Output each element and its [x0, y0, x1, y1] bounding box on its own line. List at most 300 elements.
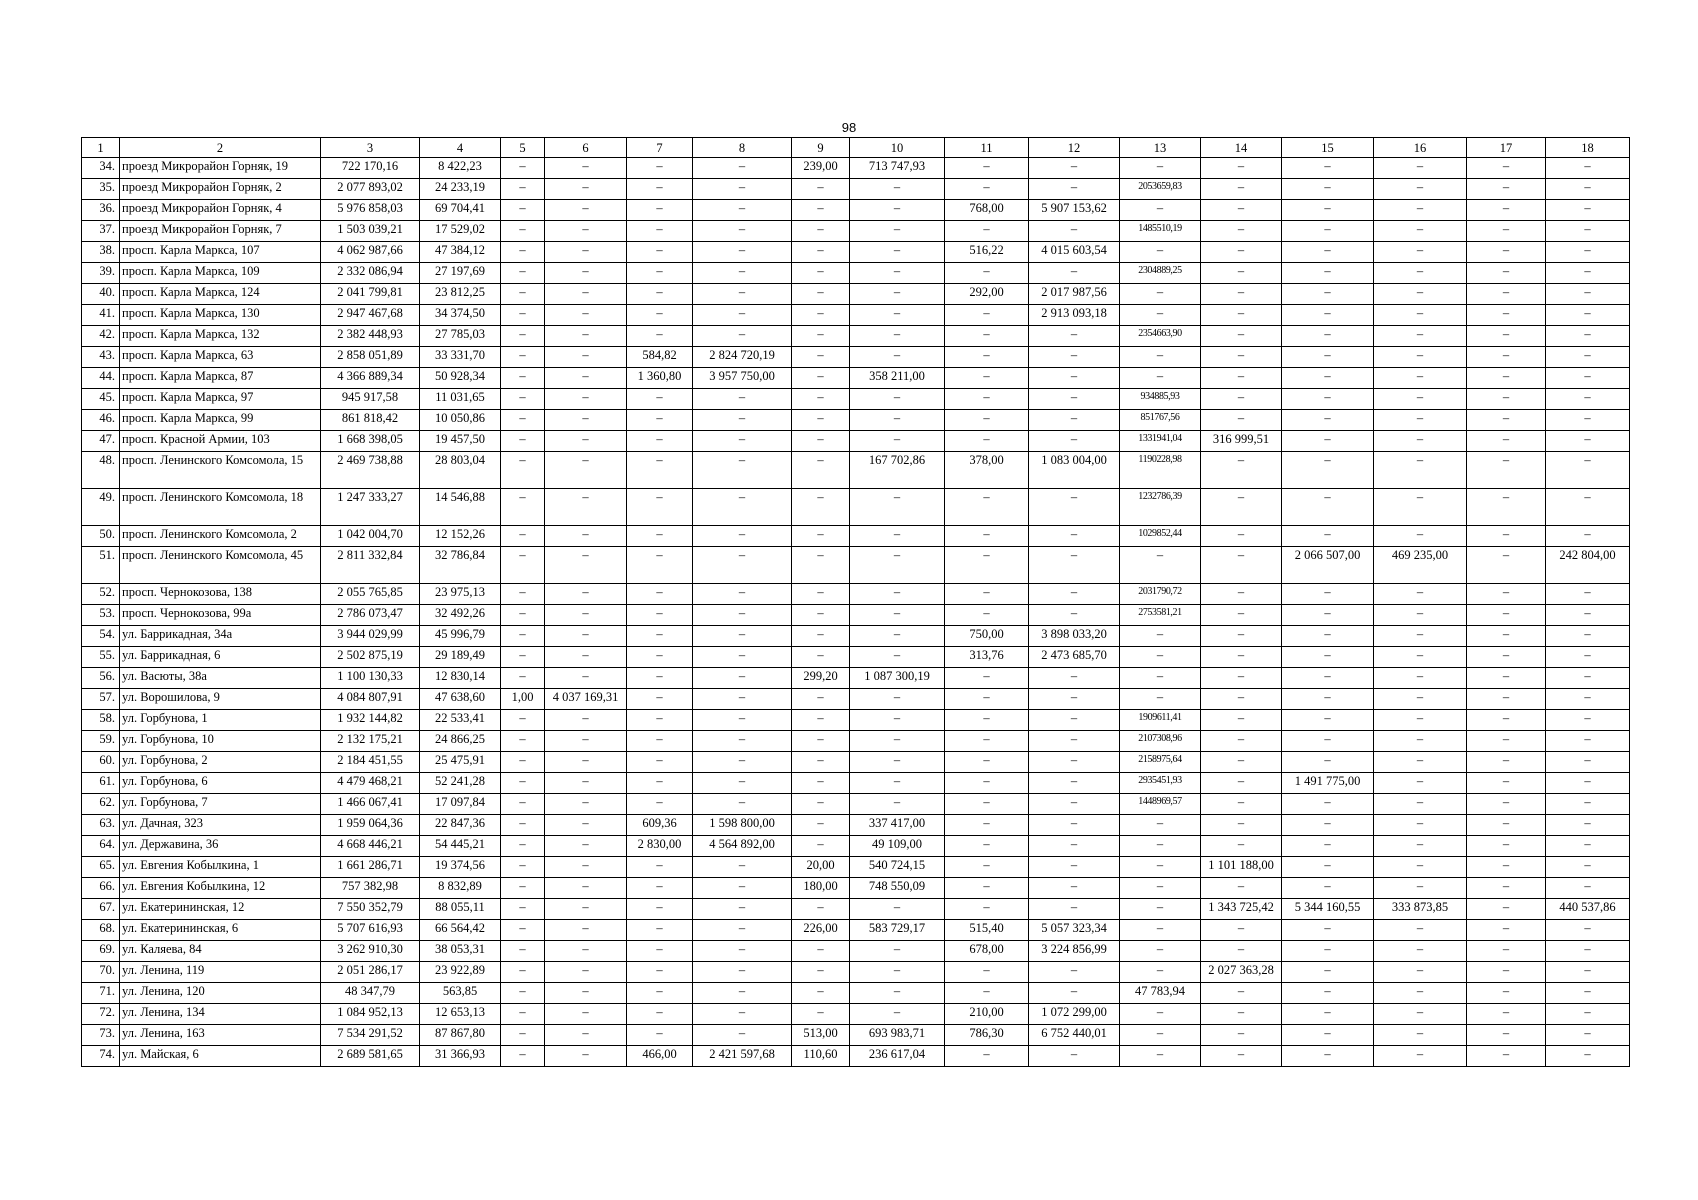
value-cell: 4 015 603,54 — [1029, 242, 1120, 263]
table-row — [82, 815, 1630, 836]
value-cell: – — [1029, 794, 1120, 815]
value-cell: – — [1029, 962, 1120, 983]
address-cell: ул. Дачная, 323 — [120, 815, 321, 836]
value-cell: – — [850, 794, 945, 815]
value-cell: – — [792, 584, 850, 605]
address-cell: ул. Державина, 36 — [120, 836, 321, 857]
value-cell: – — [1374, 158, 1467, 179]
value-cell: – — [792, 389, 850, 410]
value-cell: 678,00 — [945, 941, 1029, 962]
value-cell: – — [792, 689, 850, 710]
value-cell: – — [1374, 941, 1467, 962]
value-cell: 14 546,88 — [420, 489, 501, 526]
value-cell: – — [627, 773, 693, 794]
value-cell: – — [693, 1004, 792, 1025]
value-cell: – — [792, 836, 850, 857]
value-cell: 5 976 858,03 — [321, 200, 420, 221]
value-cell: 180,00 — [792, 878, 850, 899]
value-cell: – — [545, 547, 627, 584]
value-cell: 20,00 — [792, 857, 850, 878]
value-cell: – — [545, 794, 627, 815]
value-cell: – — [1546, 794, 1630, 815]
value-cell: 54 445,21 — [420, 836, 501, 857]
value-cell: 4 479 468,21 — [321, 773, 420, 794]
value-cell: – — [1282, 794, 1374, 815]
value-cell: – — [1374, 452, 1467, 489]
value-cell: – — [1282, 626, 1374, 647]
value-cell: – — [1120, 941, 1201, 962]
row-number-cell: 48. — [82, 452, 120, 489]
value-cell: 2 184 451,55 — [321, 752, 420, 773]
value-cell: 1 959 064,36 — [321, 815, 420, 836]
value-cell: – — [1201, 489, 1282, 526]
value-cell: – — [1201, 547, 1282, 584]
address-cell: просп. Карла Маркса, 130 — [120, 305, 321, 326]
row-number-cell: 64. — [82, 836, 120, 857]
value-cell: – — [545, 389, 627, 410]
value-cell: – — [1467, 284, 1546, 305]
row-number-cell: 47. — [82, 431, 120, 452]
value-cell: – — [850, 347, 945, 368]
value-cell: 210,00 — [945, 1004, 1029, 1025]
column-header: 17 — [1467, 138, 1546, 158]
value-cell: 22 533,41 — [420, 710, 501, 731]
value-cell: – — [545, 242, 627, 263]
value-cell: – — [1282, 941, 1374, 962]
value-cell: 33 331,70 — [420, 347, 501, 368]
value-cell: 28 803,04 — [420, 452, 501, 489]
table-row — [82, 1025, 1630, 1046]
value-cell: – — [1467, 431, 1546, 452]
value-cell: – — [1201, 1004, 1282, 1025]
value-cell: – — [1546, 305, 1630, 326]
value-cell: 1,00 — [501, 689, 545, 710]
address-cell: проезд Микрорайон Горняк, 2 — [120, 179, 321, 200]
row-number-cell: 58. — [82, 710, 120, 731]
table-row — [82, 731, 1630, 752]
value-cell: – — [627, 242, 693, 263]
value-cell: – — [1374, 368, 1467, 389]
table-row — [82, 920, 1630, 941]
value-cell: – — [1374, 647, 1467, 668]
value-cell: – — [1467, 526, 1546, 547]
value-cell: 786,30 — [945, 1025, 1029, 1046]
value-cell: – — [1374, 221, 1467, 242]
address-cell: ул. Ленина, 134 — [120, 1004, 321, 1025]
value-cell: – — [1029, 815, 1120, 836]
value-cell: – — [945, 158, 1029, 179]
value-cell: – — [1282, 526, 1374, 547]
value-cell: 851767,56 — [1120, 410, 1201, 431]
value-cell: – — [945, 983, 1029, 1004]
table-row — [82, 410, 1630, 431]
value-cell: – — [501, 731, 545, 752]
value-cell: – — [1120, 347, 1201, 368]
value-cell: – — [945, 584, 1029, 605]
value-cell: – — [1374, 752, 1467, 773]
value-cell: 513,00 — [792, 1025, 850, 1046]
value-cell: – — [693, 389, 792, 410]
value-cell: – — [945, 605, 1029, 626]
table-row — [82, 773, 1630, 794]
row-number-cell: 42. — [82, 326, 120, 347]
row-number-cell: 73. — [82, 1025, 120, 1046]
value-cell: – — [1120, 1025, 1201, 1046]
value-cell: – — [945, 347, 1029, 368]
value-cell: 1 083 004,00 — [1029, 452, 1120, 489]
value-cell: – — [501, 452, 545, 489]
value-cell: 1909611,41 — [1120, 710, 1201, 731]
value-cell: – — [501, 605, 545, 626]
value-cell: – — [1282, 179, 1374, 200]
row-number-cell: 38. — [82, 242, 120, 263]
value-cell: – — [1467, 836, 1546, 857]
value-cell: – — [945, 815, 1029, 836]
table-row — [82, 452, 1630, 489]
value-cell: – — [693, 526, 792, 547]
value-cell: – — [1374, 983, 1467, 1004]
value-cell: – — [1029, 710, 1120, 731]
row-number-cell: 65. — [82, 857, 120, 878]
value-cell: – — [1282, 878, 1374, 899]
value-cell: – — [1467, 326, 1546, 347]
value-cell: 378,00 — [945, 452, 1029, 489]
value-cell: 2753581,21 — [1120, 605, 1201, 626]
value-cell: – — [545, 836, 627, 857]
value-cell: – — [792, 983, 850, 1004]
value-cell: – — [850, 221, 945, 242]
value-cell: – — [1467, 710, 1546, 731]
value-cell: – — [945, 899, 1029, 920]
value-cell: – — [1374, 1004, 1467, 1025]
value-cell: – — [501, 389, 545, 410]
value-cell: 713 747,93 — [850, 158, 945, 179]
value-cell: – — [1201, 221, 1282, 242]
value-cell: – — [1282, 857, 1374, 878]
column-header: 15 — [1282, 138, 1374, 158]
value-cell: 333 873,85 — [1374, 899, 1467, 920]
value-cell: – — [693, 626, 792, 647]
value-cell: – — [627, 326, 693, 347]
value-cell: 8 832,89 — [420, 878, 501, 899]
value-cell: – — [693, 179, 792, 200]
value-cell: – — [1546, 452, 1630, 489]
value-cell: – — [1029, 752, 1120, 773]
value-cell: – — [1282, 489, 1374, 526]
value-cell: – — [1282, 305, 1374, 326]
value-cell: – — [1374, 857, 1467, 878]
table-row — [82, 547, 1630, 584]
value-cell: – — [1120, 242, 1201, 263]
value-cell: – — [1201, 920, 1282, 941]
value-cell: – — [501, 1004, 545, 1025]
value-cell: – — [501, 221, 545, 242]
value-cell: – — [501, 368, 545, 389]
value-cell: 31 366,93 — [420, 1046, 501, 1067]
value-cell: – — [850, 899, 945, 920]
value-cell: – — [501, 920, 545, 941]
value-cell: – — [1201, 368, 1282, 389]
value-cell: 722 170,16 — [321, 158, 420, 179]
value-cell: – — [850, 647, 945, 668]
table-row — [82, 431, 1630, 452]
value-cell: – — [1374, 305, 1467, 326]
value-cell: – — [627, 526, 693, 547]
value-cell: – — [1201, 752, 1282, 773]
value-cell: – — [1201, 878, 1282, 899]
value-cell: – — [627, 752, 693, 773]
value-cell: – — [545, 962, 627, 983]
value-cell: – — [1546, 158, 1630, 179]
value-cell: – — [627, 647, 693, 668]
value-cell: – — [627, 284, 693, 305]
value-cell: – — [693, 326, 792, 347]
value-cell: – — [850, 773, 945, 794]
value-cell: 66 564,42 — [420, 920, 501, 941]
value-cell: – — [792, 647, 850, 668]
value-cell: 2 811 332,84 — [321, 547, 420, 584]
value-cell: – — [1029, 668, 1120, 689]
table-row — [82, 389, 1630, 410]
address-cell: ул. Горбунова, 2 — [120, 752, 321, 773]
value-cell: 2053659,83 — [1120, 179, 1201, 200]
value-cell: – — [1282, 200, 1374, 221]
value-cell: – — [1467, 1025, 1546, 1046]
value-cell: 4 668 446,21 — [321, 836, 420, 857]
value-cell: – — [693, 920, 792, 941]
value-cell: – — [1201, 305, 1282, 326]
value-cell: 1 668 398,05 — [321, 431, 420, 452]
value-cell: – — [501, 347, 545, 368]
value-cell: 516,22 — [945, 242, 1029, 263]
value-cell: – — [1467, 452, 1546, 489]
value-cell: – — [1467, 1046, 1546, 1067]
value-cell: 27 197,69 — [420, 263, 501, 284]
value-cell: 1 360,80 — [627, 368, 693, 389]
value-cell: – — [1546, 836, 1630, 857]
value-cell: – — [850, 1004, 945, 1025]
value-cell: – — [850, 305, 945, 326]
value-cell: 1 491 775,00 — [1282, 773, 1374, 794]
address-cell: просп. Ленинского Комсомола, 18 — [120, 489, 321, 526]
value-cell: – — [693, 1025, 792, 1046]
value-cell: – — [1374, 731, 1467, 752]
value-cell: – — [693, 431, 792, 452]
value-cell: – — [627, 731, 693, 752]
value-cell: – — [1201, 284, 1282, 305]
value-cell: 2 017 987,56 — [1029, 284, 1120, 305]
value-cell: – — [850, 941, 945, 962]
value-cell: – — [1282, 221, 1374, 242]
value-cell: – — [1546, 284, 1630, 305]
page-number: 98 — [841, 120, 857, 135]
value-cell: – — [501, 962, 545, 983]
value-cell: – — [1374, 794, 1467, 815]
value-cell: – — [1546, 1046, 1630, 1067]
row-number-cell: 35. — [82, 179, 120, 200]
value-cell: – — [945, 389, 1029, 410]
value-cell: – — [1120, 668, 1201, 689]
value-cell: 19 457,50 — [420, 431, 501, 452]
value-cell: – — [792, 179, 850, 200]
value-cell: – — [627, 983, 693, 1004]
value-cell: – — [693, 941, 792, 962]
value-cell: – — [1282, 815, 1374, 836]
row-number-cell: 51. — [82, 547, 120, 584]
value-cell: – — [1029, 368, 1120, 389]
value-cell: 2354663,90 — [1120, 326, 1201, 347]
value-cell: – — [1120, 962, 1201, 983]
value-cell: 1 084 952,13 — [321, 1004, 420, 1025]
value-cell: 4 084 807,91 — [321, 689, 420, 710]
value-cell: 2 947 467,68 — [321, 305, 420, 326]
value-cell: – — [792, 710, 850, 731]
value-cell: – — [1282, 689, 1374, 710]
value-cell: 757 382,98 — [321, 878, 420, 899]
value-cell: 12 830,14 — [420, 668, 501, 689]
value-cell: – — [945, 526, 1029, 547]
value-cell: 5 057 323,34 — [1029, 920, 1120, 941]
value-cell: – — [1467, 731, 1546, 752]
value-cell: 87 867,80 — [420, 1025, 501, 1046]
value-cell: – — [627, 200, 693, 221]
value-cell: – — [945, 836, 1029, 857]
value-cell: – — [792, 410, 850, 431]
value-cell: – — [850, 489, 945, 526]
address-cell: ул. Евгения Кобылкина, 1 — [120, 857, 321, 878]
value-cell: – — [1467, 983, 1546, 1004]
value-cell: – — [1282, 389, 1374, 410]
value-cell: 6 752 440,01 — [1029, 1025, 1120, 1046]
value-cell: – — [1120, 878, 1201, 899]
value-cell: 469 235,00 — [1374, 547, 1467, 584]
value-cell: – — [627, 389, 693, 410]
value-cell: – — [1467, 794, 1546, 815]
value-cell: – — [627, 626, 693, 647]
row-number-cell: 66. — [82, 878, 120, 899]
value-cell: 2 858 051,89 — [321, 347, 420, 368]
value-cell: 2 041 799,81 — [321, 284, 420, 305]
value-cell: – — [627, 584, 693, 605]
value-cell: – — [1467, 410, 1546, 431]
value-cell: 47 638,60 — [420, 689, 501, 710]
value-cell: – — [1201, 179, 1282, 200]
value-cell: – — [1467, 752, 1546, 773]
value-cell: – — [1282, 431, 1374, 452]
value-cell: 2 055 765,85 — [321, 584, 420, 605]
value-cell: – — [1546, 368, 1630, 389]
value-cell: – — [850, 284, 945, 305]
value-cell: – — [1374, 605, 1467, 626]
value-cell: – — [1374, 489, 1467, 526]
value-cell: – — [693, 584, 792, 605]
address-cell: просп. Ленинского Комсомола, 15 — [120, 452, 321, 489]
value-cell: – — [1282, 452, 1374, 489]
value-cell: – — [1120, 626, 1201, 647]
value-cell: 861 818,42 — [321, 410, 420, 431]
value-cell: – — [545, 983, 627, 1004]
table-row — [82, 1046, 1630, 1067]
value-cell: – — [1282, 1046, 1374, 1067]
value-cell: – — [545, 1004, 627, 1025]
address-cell: просп. Карла Маркса, 132 — [120, 326, 321, 347]
value-cell: – — [850, 710, 945, 731]
value-cell: 226,00 — [792, 920, 850, 941]
value-cell: – — [1029, 857, 1120, 878]
row-number-cell: 34. — [82, 158, 120, 179]
value-cell: – — [1282, 836, 1374, 857]
value-cell: 440 537,86 — [1546, 899, 1630, 920]
value-cell: – — [545, 941, 627, 962]
value-cell: – — [850, 983, 945, 1004]
value-cell: – — [545, 899, 627, 920]
value-cell: 1 598 800,00 — [693, 815, 792, 836]
value-cell: – — [792, 263, 850, 284]
value-cell: – — [501, 752, 545, 773]
value-cell: – — [1282, 920, 1374, 941]
value-cell: – — [1374, 689, 1467, 710]
address-cell: проезд Микрорайон Горняк, 7 — [120, 221, 321, 242]
value-cell: 2031790,72 — [1120, 584, 1201, 605]
value-cell: – — [945, 263, 1029, 284]
value-cell: – — [1467, 605, 1546, 626]
value-cell: – — [1546, 962, 1630, 983]
value-cell: – — [1467, 857, 1546, 878]
value-cell: – — [545, 305, 627, 326]
value-cell: – — [1467, 179, 1546, 200]
value-cell: – — [1201, 347, 1282, 368]
value-cell: 1190228,98 — [1120, 452, 1201, 489]
value-cell: – — [545, 200, 627, 221]
value-cell: – — [693, 263, 792, 284]
row-number-cell: 45. — [82, 389, 120, 410]
value-cell: – — [850, 752, 945, 773]
value-cell: – — [545, 221, 627, 242]
value-cell: – — [1029, 179, 1120, 200]
value-cell: 584,82 — [627, 347, 693, 368]
value-cell: – — [545, 878, 627, 899]
value-cell: 7 534 291,52 — [321, 1025, 420, 1046]
value-cell: – — [1201, 668, 1282, 689]
value-cell: – — [1546, 878, 1630, 899]
row-number-cell: 57. — [82, 689, 120, 710]
value-cell: 38 053,31 — [420, 941, 501, 962]
value-cell: – — [627, 410, 693, 431]
value-cell: – — [1467, 920, 1546, 941]
value-cell: – — [1201, 584, 1282, 605]
value-cell: 32 786,84 — [420, 547, 501, 584]
value-cell: – — [1120, 305, 1201, 326]
value-cell: 4 564 892,00 — [693, 836, 792, 857]
address-cell: проезд Микрорайон Горняк, 4 — [120, 200, 321, 221]
value-cell: – — [627, 794, 693, 815]
table-row — [82, 584, 1630, 605]
value-cell: – — [850, 547, 945, 584]
value-cell: – — [693, 962, 792, 983]
value-cell: 3 957 750,00 — [693, 368, 792, 389]
value-cell: – — [627, 878, 693, 899]
value-cell: – — [501, 1025, 545, 1046]
row-number-cell: 74. — [82, 1046, 120, 1067]
value-cell: – — [1546, 941, 1630, 962]
value-cell: – — [1029, 158, 1120, 179]
value-cell: 2 027 363,28 — [1201, 962, 1282, 983]
value-cell: – — [693, 857, 792, 878]
value-cell: – — [693, 731, 792, 752]
value-cell: 748 550,09 — [850, 878, 945, 899]
value-cell: – — [545, 668, 627, 689]
table-row — [82, 836, 1630, 857]
